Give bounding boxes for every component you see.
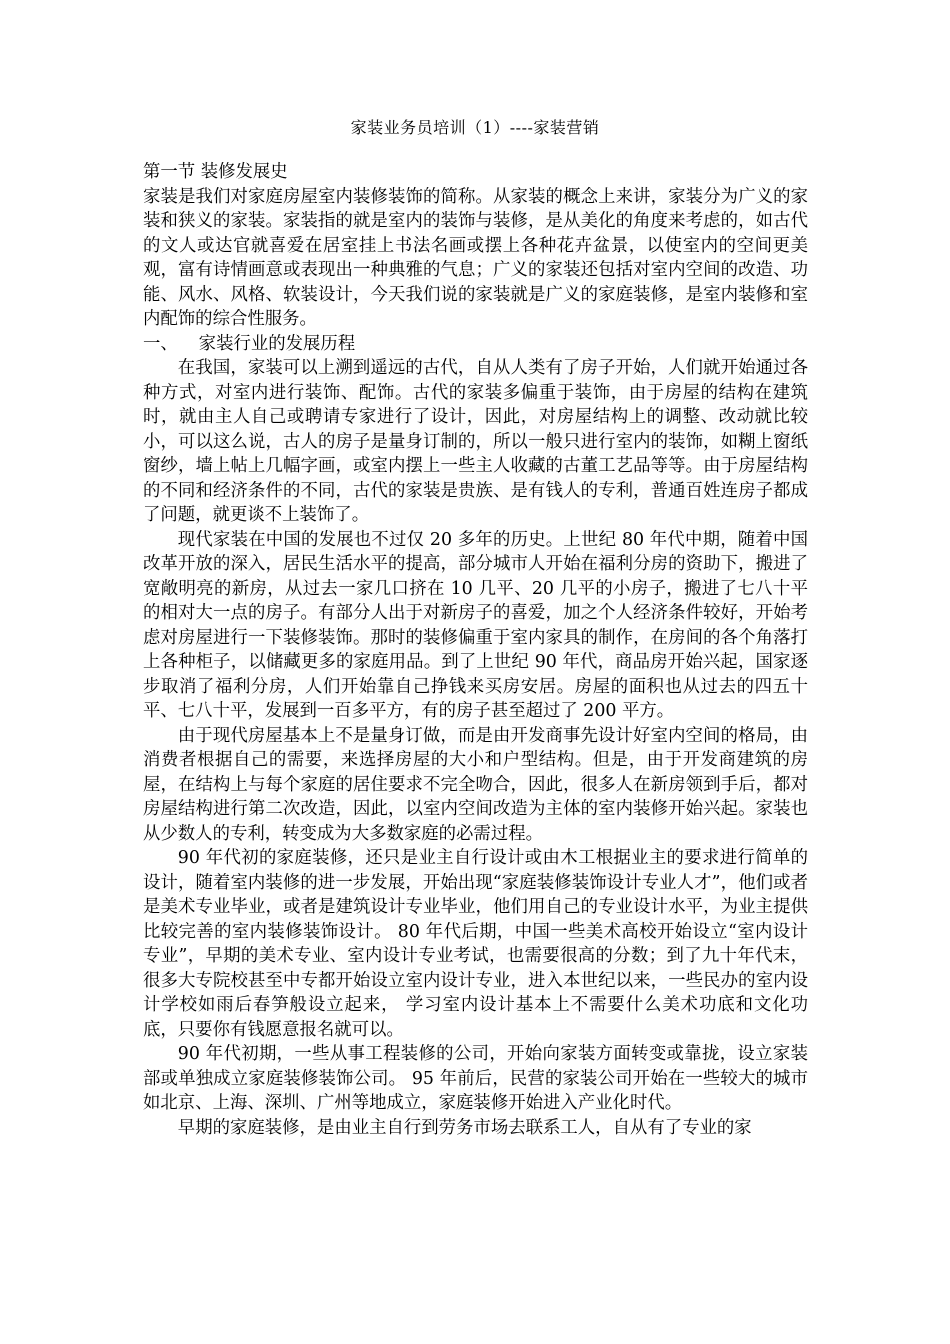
section-heading: 第一节 装修发展史 [143,162,288,182]
paragraph-secondary-renovation: 由于现代房屋基本上不是量身订做，而是由开发商事先设计好室内空间的格局，由消费者根据自己的需要，来选择房屋的大小和户型结构。但是，由于开发商建筑的房屋，在结构上与每个家庭的居住要求不完全吻合，因此，很多人在新房领到手后，都对房屋结构进行第二次改造，因此，以室内空间改造为主体的室内装修开始兴起。家装也从少数人的专利，转变成为大多数家庭的必需过程。 [143,725,808,844]
intro-paragraph: 家装是我们对家庭房屋室内装修装饰的简称。从家装的概念上来讲，家装分为广义的家装和狭义的家装。家装指的就是室内的装饰与装修，是从美化的角度来考虑的，如古代的文人或达官就喜爱在居室挂上书法名画或摆上各种花卉盆景，以使室内的空间更美观，富有诗情画意或表现出一种典雅的气息；广义的家装还包括对室内空间的改造、功能、风水、风格、软装设计，今天我们说的家装就是广义的家庭装修，是室内装修和室内配饰的综合性服务。 [143,186,808,329]
subsection-number: 一、 [143,333,178,354]
document-title: 家装业务员培训（1）----家装营销 [350,118,600,137]
paragraph-ancient-history: 在我国，家装可以上溯到遥远的古代，自从人类有了房子开始，人们就开始通过各种方式，对室内进行装饰、配饰。古代的家装多偏重于装饰，由于房屋的结构在建筑时，就由主人自己或聘请专家进行了设计，因此，对房屋结构上的调整、改动就比较小，可以这么说，古人的房子是量身订制的，所以一般只进行室内的装饰，如糊上窗纸窗纱，墙上帖上几幅字画，或室内摆上一些主人收藏的古董工艺品等等。由于房屋结构的不同和经济条件的不同，古代的家装是贵族、是有钱人的专利，普通百姓连房子都成了问题，就更谈不上装饰了。 [143,358,808,525]
subsection-heading [143,332,808,357]
paragraph-industrialization: 90 年代初期，一些从事工程装修的公司，开始向家装方面转变或靠拢，设立家装部或单独成立家庭装修装饰公司。 95 年前后，民营的家装公司开始在一些较大的城市如北京、上海、深圳、广州等地成立，家庭装修开始进入产业化时代。 [143,1044,808,1113]
paragraph-early-renovation: 早期的家庭装修，是由业主自行到劳务市场去联系工人，自从有了专业的家 [177,1117,752,1138]
paragraph-modern-development: 现代家装在中国的发展也不过仅 20 多年的历史。上世纪 80 年代中期，随着中国改革开放的深入，居民生活水平的提高，部分城市人开始在福利分房的资助下，搬进了宽敞明亮的新房，从过去一家几口挤在 10 几平、20 几平的小房子，搬进了七八十平的相对大一点的房子。有部分人出于对新房子的喜爱，加之个人经济条件较好，开始考虑对房屋进行一下装修装饰。那时的装修偏重于室内家具的制作，在房间的各个角落打上各种柜子，以储藏更多的家庭用品。到了上世纪 90 年代，商品房开始兴起，国家逐步取消了福利分房，人们开始靠自己挣钱来买房安居。房屋的面积也从过去的四五十平、七八十平，发展到一百多平方，有的房子甚至超过了 200 平方。 [143,529,808,721]
paragraph-design-profession: 90 年代初的家庭装修，还只是业主自行设计或由木工根据业主的要求进行简单的设计，随着室内装修的进一步发展，开始出现“家庭装修装饰设计专业人才”，他们或者是美术专业毕业，或者是建筑设计专业毕业，他们用自己的专业设计水平，为业主提供比较完善的室内装修装饰设计。 80 年代后期，中国一些美术高校开始设立“室内设计专业”，早期的美术专业、室内设计专业考试，也需要很高的分数；到了九十年代末，很多大专院校甚至中专都开始设立室内设计专业，进入本世纪以来，一些民办的室内设计学校如雨后春笋般设立起来， 学习室内设计基本上不需要什么美术功底和文化功底，只要你有钱愿意报名就可以。 [143,848,808,1040]
document-body [143,160,808,1140]
subsection-title: 家装行业的发展历程 [198,333,356,354]
